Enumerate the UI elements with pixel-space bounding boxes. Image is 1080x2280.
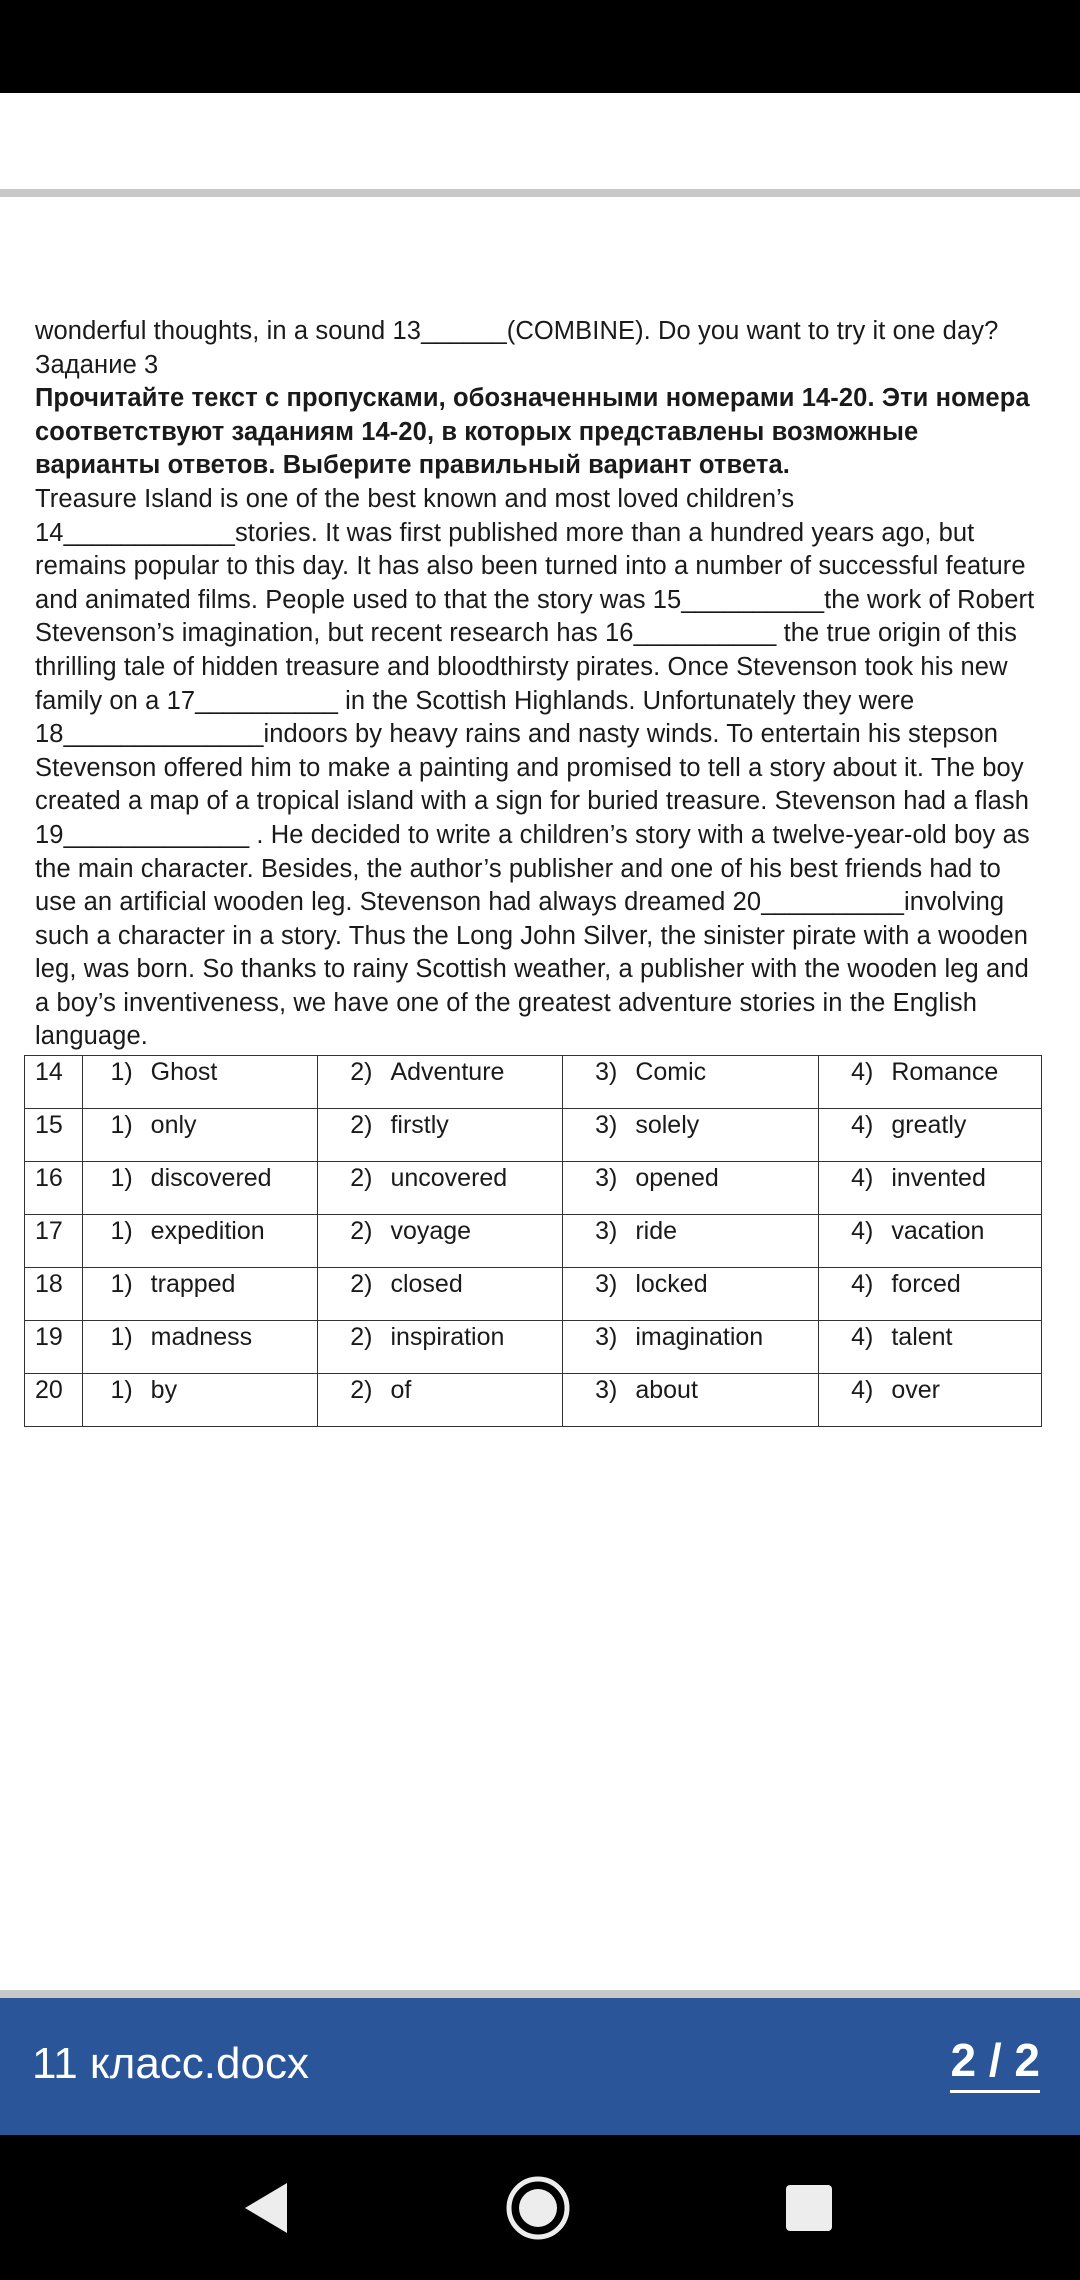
option-number: 4) <box>851 1217 874 1245</box>
answer-option <box>563 1374 819 1427</box>
page-indicator[interactable]: 2 / 2 <box>950 2034 1040 2093</box>
option-number: 3) <box>595 1376 618 1404</box>
option-word: trapped <box>150 1270 236 1298</box>
option-number: 1) <box>110 1323 133 1351</box>
passage-line: language. <box>35 1022 148 1051</box>
answer-option <box>318 1109 563 1162</box>
passage-line: thrilling tale of hidden treasure and bloodthirsty pirates. Once Stevenson took his new <box>35 652 1008 681</box>
answer-table <box>24 1055 1042 1427</box>
passage-line: use an artificial wooden leg. Stevenson had always dreamed 20__________involving <box>35 888 1005 917</box>
answer-option <box>819 1374 1042 1427</box>
option-word: talent <box>891 1323 953 1351</box>
option-word: Romance <box>891 1058 999 1086</box>
answer-option <box>819 1162 1042 1215</box>
passage-line: Stevenson offered him to make a painting and promised to tell a story about it. The boy <box>35 753 1024 782</box>
question-number: 19 <box>25 1321 83 1374</box>
option-word: over <box>891 1376 940 1404</box>
question-number: 16 <box>25 1162 83 1215</box>
question-number: 17 <box>25 1215 83 1268</box>
page-divider <box>0 189 1080 197</box>
answer-option <box>819 1056 1042 1109</box>
answer-option <box>563 1109 819 1162</box>
status-bar <box>0 0 1080 93</box>
option-number: 4) <box>851 1376 874 1404</box>
option-word: about <box>635 1376 698 1404</box>
answer-option <box>82 1374 318 1427</box>
answer-option <box>318 1321 563 1374</box>
option-word: firstly <box>390 1111 449 1139</box>
option-word: uncovered <box>390 1164 508 1192</box>
passage-line: and animated films. People used to that the story was 15__________the work of Robert <box>35 585 1035 614</box>
answer-option <box>82 1268 318 1321</box>
option-number: 2) <box>350 1111 373 1139</box>
option-word: invented <box>891 1164 986 1192</box>
option-number: 4) <box>851 1111 874 1139</box>
option-number: 2) <box>350 1323 373 1351</box>
option-word: locked <box>635 1270 708 1298</box>
passage-line: 19_____________ . He decided to write a children’s story with a twelve-year-old boy as <box>35 820 1030 849</box>
passage-line: Treasure Island is one of the best known and most loved children’s <box>35 484 795 513</box>
line-13: wonderful thoughts, in a sound 13______(COMBINE). Do you want to try it one day? <box>35 317 999 345</box>
option-number: 3) <box>595 1270 618 1298</box>
task-heading: Задание 3 <box>35 350 159 379</box>
passage-line: created a map of a tropical island with a sign for buried treasure. Stevenson had a flash <box>35 787 1030 816</box>
passage-line: such a character in a story. Thus the Long John Silver, the sinister pirate with a wooden <box>35 921 1029 950</box>
document-page[interactable] <box>0 197 1080 1990</box>
option-word: by <box>150 1376 178 1404</box>
instruction: Прочитайте текст с пропусками, обозначенными номерами 14-20. Эти номера соответствуют заданиям 14-20, в которых представлены возможные варианты ответов. Выберите правильный вариант ответа. <box>35 384 1030 480</box>
option-word: Comic <box>635 1058 707 1086</box>
option-number: 4) <box>851 1270 874 1298</box>
option-number: 2) <box>350 1164 373 1192</box>
option-number: 2) <box>350 1217 373 1245</box>
option-word: ride <box>635 1217 678 1245</box>
passage-line: leg, was born. So thanks to rainy Scottish weather, a publisher with the wooden leg and <box>35 955 1029 984</box>
table-row <box>25 1109 1042 1162</box>
question-number: 15 <box>25 1109 83 1162</box>
answer-option <box>318 1215 563 1268</box>
answer-option <box>819 1268 1042 1321</box>
file-info-bar <box>0 1998 1080 2135</box>
answer-option <box>82 1321 318 1374</box>
option-word: forced <box>891 1270 961 1298</box>
file-name: 11 класс.docx <box>32 2039 309 2088</box>
option-word: solely <box>635 1111 700 1139</box>
passage-line: 14____________stories. It was first published more than a hundred years ago, but <box>35 518 975 547</box>
option-word: Ghost <box>150 1058 218 1086</box>
page-divider-bottom <box>0 1990 1080 1998</box>
answer-option <box>819 1321 1042 1374</box>
answer-option <box>82 1215 318 1268</box>
option-word: greatly <box>891 1111 967 1139</box>
answer-option <box>318 1056 563 1109</box>
option-number: 3) <box>595 1111 618 1139</box>
option-word: imagination <box>635 1323 764 1351</box>
answer-option <box>563 1268 819 1321</box>
question-number: 18 <box>25 1268 83 1321</box>
answer-option <box>819 1109 1042 1162</box>
option-number: 3) <box>595 1164 618 1192</box>
option-number: 3) <box>595 1217 618 1245</box>
table-row <box>25 1268 1042 1321</box>
option-word: opened <box>635 1164 719 1192</box>
answer-option <box>819 1215 1042 1268</box>
answer-option <box>563 1162 819 1215</box>
answer-option <box>563 1215 819 1268</box>
passage-line: 18______________indoors by heavy rains and nasty winds. To entertain his stepson <box>35 720 999 749</box>
option-word: discovered <box>150 1164 272 1192</box>
passage <box>35 483 1045 1054</box>
passage-line: the main character. Besides, the author’s publisher and one of his best friends had to <box>35 854 1001 883</box>
home-icon[interactable] <box>505 2175 571 2241</box>
table-row <box>25 1374 1042 1427</box>
option-word: inspiration <box>390 1323 505 1351</box>
option-number: 1) <box>110 1270 133 1298</box>
option-word: voyage <box>390 1217 472 1245</box>
answer-option <box>563 1321 819 1374</box>
option-number: 4) <box>851 1164 874 1192</box>
answer-option <box>82 1056 318 1109</box>
toolbar-area <box>0 93 1080 189</box>
option-number: 1) <box>110 1376 133 1404</box>
option-number: 4) <box>851 1058 874 1086</box>
option-number: 1) <box>110 1164 133 1192</box>
answer-option <box>318 1162 563 1215</box>
option-number: 1) <box>110 1217 133 1245</box>
answer-option <box>82 1162 318 1215</box>
table-row <box>25 1321 1042 1374</box>
passage-line: remains popular to this day. It has also been turned into a number of successful feature <box>35 552 1026 581</box>
option-word: Adventure <box>390 1058 505 1086</box>
option-word: madness <box>150 1323 253 1351</box>
option-word: expedition <box>150 1217 265 1245</box>
table-row <box>25 1215 1042 1268</box>
recents-icon[interactable] <box>776 2175 842 2241</box>
option-number: 3) <box>595 1058 618 1086</box>
table-row <box>25 1056 1042 1109</box>
option-number: 2) <box>350 1058 373 1086</box>
answer-option <box>318 1374 563 1427</box>
option-number: 2) <box>350 1270 373 1298</box>
table-row <box>25 1162 1042 1215</box>
passage-line: Stevenson’s imagination, but recent research has 16__________ the true origin of this <box>35 619 1017 648</box>
option-number: 3) <box>595 1323 618 1351</box>
answer-option <box>318 1268 563 1321</box>
option-number: 1) <box>110 1058 133 1086</box>
option-word: only <box>150 1111 197 1139</box>
document-text <box>35 315 1045 1054</box>
back-icon[interactable] <box>235 2175 301 2241</box>
question-number: 14 <box>25 1056 83 1109</box>
option-word: closed <box>390 1270 463 1298</box>
option-word: vacation <box>891 1217 985 1245</box>
answer-option <box>563 1056 819 1109</box>
passage-line: family on a 17__________ in the Scottish Highlands. Unfortunately they were <box>35 686 915 715</box>
navigation-bar <box>0 2135 1080 2280</box>
passage-line: a boy’s inventiveness, we have one of the greatest adventure stories in the English <box>35 988 977 1017</box>
question-number: 20 <box>25 1374 83 1427</box>
option-word: of <box>390 1376 412 1404</box>
answer-option <box>82 1109 318 1162</box>
option-number: 2) <box>350 1376 373 1404</box>
option-number: 4) <box>851 1323 874 1351</box>
option-number: 1) <box>110 1111 133 1139</box>
